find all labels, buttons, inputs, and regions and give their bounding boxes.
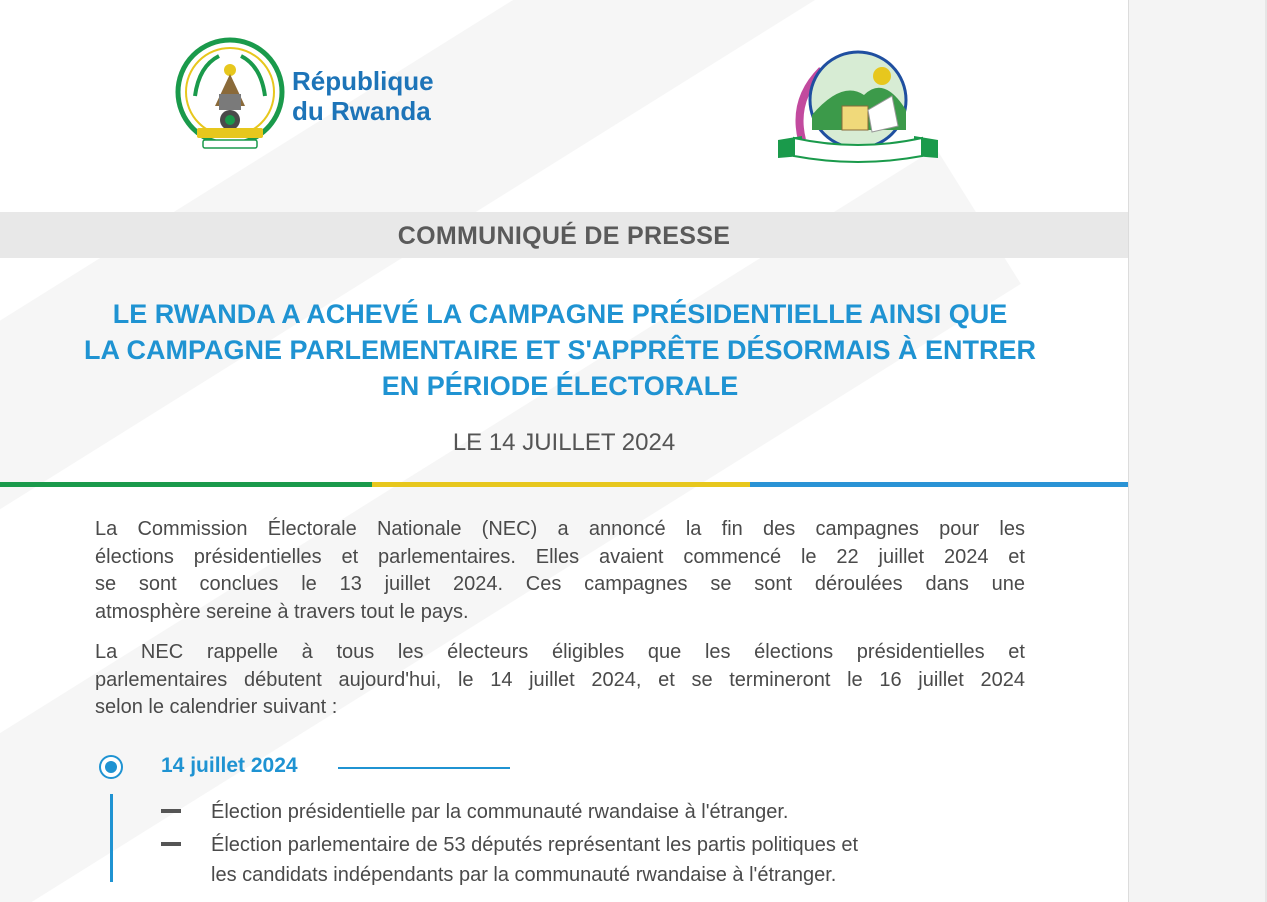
timeline-connector (110, 794, 113, 882)
republic-wordmark (292, 66, 434, 126)
paragraph-line: La NEC rappelle à tous les électeurs éligibles que les élections présidentielles et (95, 641, 1025, 663)
flag-rule-blue (750, 482, 1128, 487)
rwanda-coat-of-arms-icon (175, 36, 285, 152)
paragraph-announcement (95, 516, 1025, 626)
flag-rule-green (0, 482, 372, 487)
paragraph-line: selon le calendrier suivant : (95, 696, 338, 718)
paragraph-line: élections présidentielles et parlementaires. Elles avaient commencé le 22 juillet 2024 et (95, 545, 1025, 568)
title-line: LE RWANDA A ACHEVÉ LA CAMPAGNE PRÉSIDENTIELLE AINSI QUE (112, 299, 1008, 329)
dash-bullet-icon (161, 809, 181, 813)
list-item-text: Élection parlementaire de 53 députés représentant les partis politiques et (211, 834, 859, 856)
timeline-date-underline (338, 767, 510, 769)
dash-bullet-icon (161, 842, 181, 846)
flag-rule-yellow (372, 482, 750, 487)
release-date: LE 14 JUILLET 2024 (452, 429, 676, 456)
viewer-side-panel (1128, 0, 1267, 902)
republic-line-1: République (292, 66, 434, 96)
list-item-text: Élection présidentielle par la communauté rwandaise à l'étranger. (211, 801, 789, 823)
paragraph-line: La Commission Électorale Nationale (NEC) a annoncé la fin des campagnes pour les (95, 518, 1025, 540)
paragraph-line: parlementaires débutent aujourd'hui, le 14 juillet 2024, et se termineront le 16 juillet 2024 (95, 668, 1025, 691)
page-title (20, 296, 1100, 404)
national-electoral-commission-seal-icon (772, 40, 944, 165)
list-item-text: les candidats indépendants par la communauté rwandaise à l'étranger. (211, 864, 837, 886)
title-line: LA CAMPAGNE PARLEMENTAIRE ET S'APPRÊTE DÉSORMAIS À ENTRER (84, 335, 1036, 365)
timeline-marker-icon (99, 755, 123, 779)
paragraph-line: atmosphère sereine à travers tout le pays. (95, 600, 469, 623)
title-line: EN PÉRIODE ÉLECTORALE (381, 371, 739, 401)
republic-line-2: du Rwanda (292, 96, 431, 126)
paragraph-reminder (95, 639, 1025, 722)
press-release-banner: COMMUNIQUÉ DE PRESSE (0, 212, 1128, 258)
timeline-date: 14 juillet 2024 (161, 754, 298, 777)
paragraph-line: se sont conclues le 13 juillet 2024. Ces campagnes se sont déroulées dans une (95, 573, 1025, 595)
